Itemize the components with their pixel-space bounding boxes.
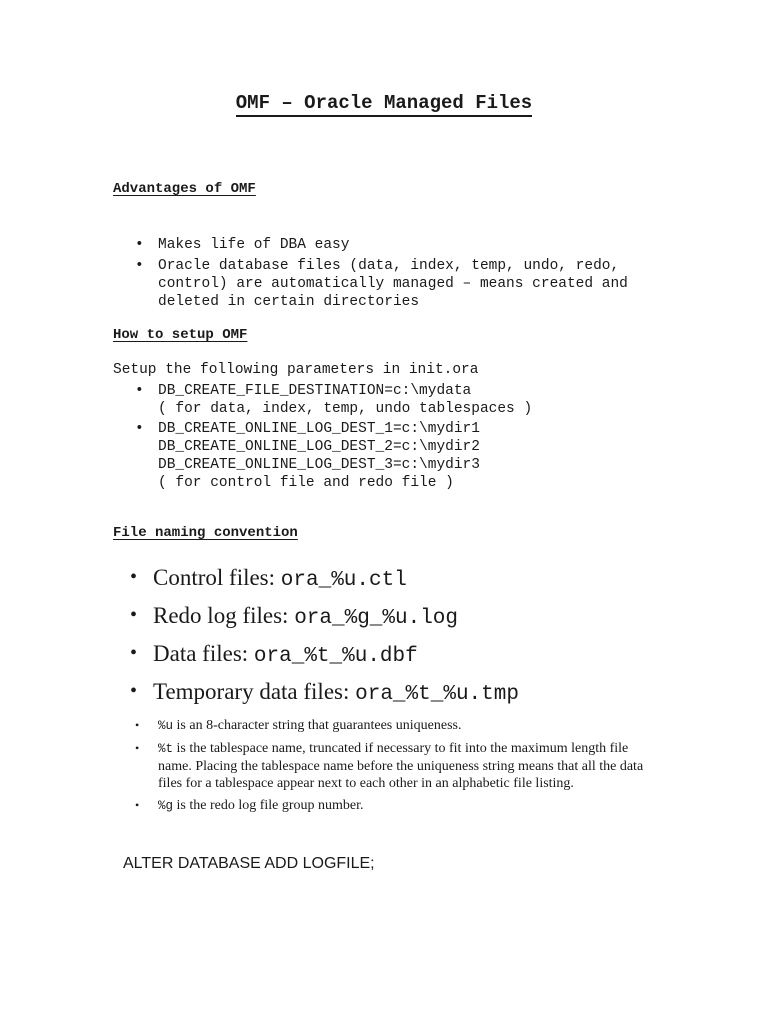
bullet-icon: • bbox=[130, 680, 138, 702]
bullet-icon: • bbox=[130, 566, 138, 588]
advantages-heading: Advantages of OMF bbox=[113, 181, 256, 197]
parameter-line: DB_CREATE_ONLINE_LOG_DEST_3=c:\mydir3 bbox=[158, 457, 480, 473]
naming-list bbox=[108, 560, 668, 712]
bullet-icon: • bbox=[130, 604, 138, 626]
title-text: OMF – Oracle Managed Files bbox=[236, 92, 532, 117]
list-item: • %g is the redo log file group number. bbox=[135, 798, 364, 813]
parameter-line: DB_CREATE_ONLINE_LOG_DEST_1=c:\mydir1 bbox=[158, 421, 480, 437]
setup-list bbox=[113, 382, 673, 494]
bullet-icon: • bbox=[135, 258, 144, 274]
bullet-icon: • bbox=[135, 421, 144, 437]
bullet-icon: • bbox=[135, 798, 140, 812]
bullet-icon: • bbox=[130, 642, 138, 664]
naming-notes-list bbox=[113, 717, 658, 820]
parameter-line: DB_CREATE_FILE_DESTINATION=c:\mydata bbox=[158, 383, 472, 399]
bullet-icon: • bbox=[135, 237, 144, 253]
sql-command: ALTER DATABASE ADD LOGFILE; bbox=[123, 855, 375, 872]
list-item: • Oracle database files (data, index, temp, undo, redo, control) are automatically managed – means created and deleted in certain directories bbox=[135, 258, 628, 310]
parameter-note: ( for data, index, temp, undo tablespaces ) bbox=[158, 401, 533, 417]
list-item: • Redo log files: ora_%g_%u.log bbox=[108, 598, 668, 636]
list-item: • %t is the tablespace name, truncated if necessary to fit into the maximum length file name. Placing the tablespace name before the uniqueness string means that all the data files for a tablespace appear next to each other in an alphabetic file listing. bbox=[135, 741, 644, 791]
list-item: • Control files: ora_%u.ctl bbox=[108, 560, 668, 598]
advantages-list bbox=[113, 236, 673, 314]
bullet-icon: • bbox=[135, 741, 140, 755]
list-item: • Makes life of DBA easy bbox=[135, 237, 350, 253]
list-item bbox=[113, 420, 673, 492]
parameter-line: DB_CREATE_ONLINE_LOG_DEST_2=c:\mydir2 bbox=[158, 439, 480, 455]
bullet-icon: • bbox=[135, 383, 144, 399]
list-item: • Data files: ora_%t_%u.dbf bbox=[108, 636, 668, 674]
list-item: • Temporary data files: ora_%t_%u.tmp bbox=[108, 674, 668, 712]
setup-heading: How to setup OMF bbox=[113, 327, 248, 343]
bullet-icon: • bbox=[135, 718, 140, 732]
list-item bbox=[113, 382, 673, 418]
naming-heading: File naming convention bbox=[113, 525, 298, 541]
setup-intro: Setup the following parameters in init.ora bbox=[113, 362, 479, 378]
page-title bbox=[0, 92, 768, 114]
parameter-note: ( for control file and redo file ) bbox=[158, 475, 454, 491]
list-item: • %u is an 8-character string that guarantees uniqueness. bbox=[135, 718, 462, 733]
